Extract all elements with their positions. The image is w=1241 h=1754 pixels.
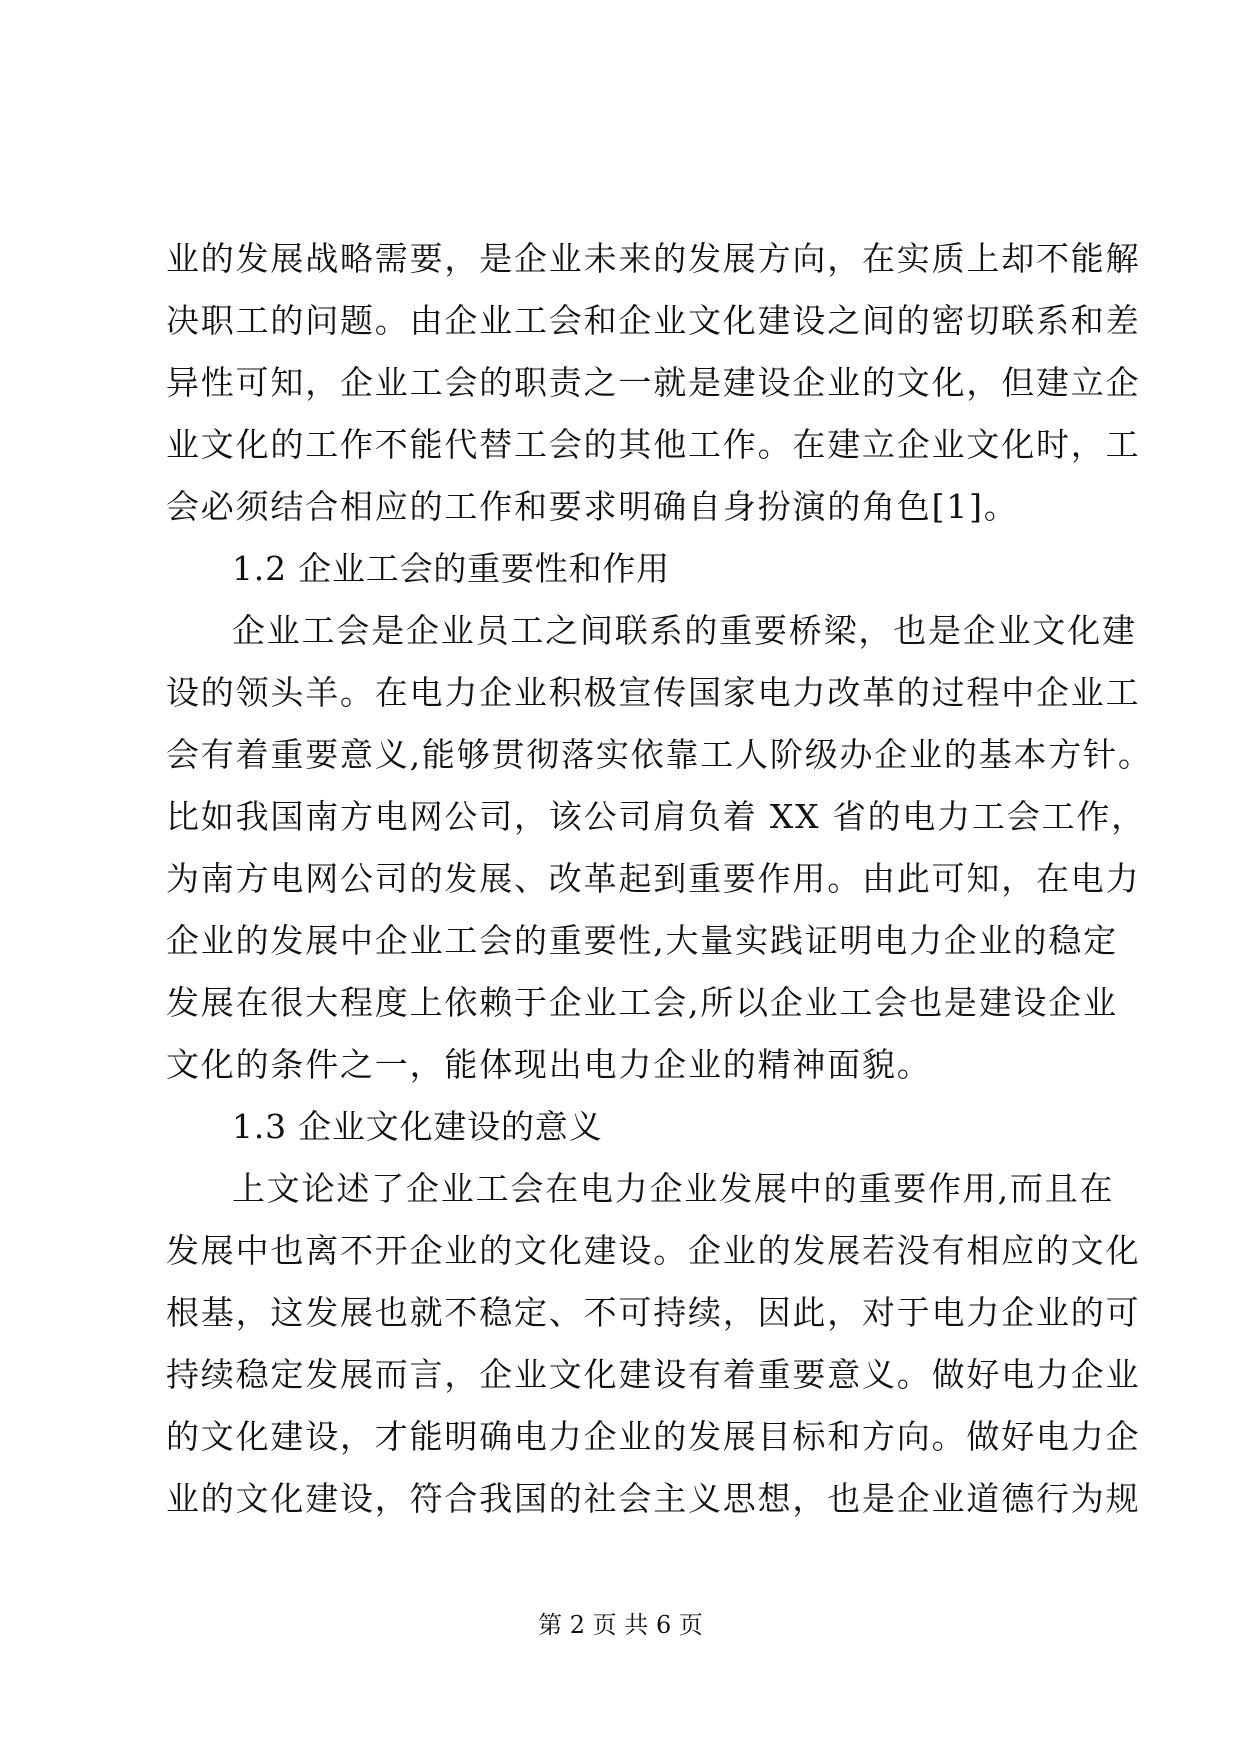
text-line: 根基，这发展也就不稳定、不可持续，因此，对于电力企业的可 (166, 1293, 1141, 1332)
text-line: 的文化建设，才能明确电力企业的发展目标和方向。做好电力企 (166, 1417, 1141, 1456)
text-line: 持续稳定发展而言，企业文化建设有着重要意义。做好电力企业 (166, 1355, 1141, 1394)
text-line: 文化的条件之一，能体现出电力企业的精神面貌。 (166, 1045, 932, 1084)
text-line: 业的发展战略需要，是企业未来的发展方向，在实质上却不能解 (166, 239, 1141, 278)
text-line: 为南方电网公司的发展、改革起到重要作用。由此可知，在电力 (166, 859, 1141, 898)
text-line: 业的文化建设，符合我国的社会主义思想，也是企业道德行为规 (166, 1479, 1141, 1518)
page-number-footer: 第 2 页 共 6 页 (538, 1611, 703, 1639)
text-line: 设的领头羊。在电力企业积极宣传国家电力改革的过程中企业工 (166, 673, 1141, 712)
text-line: 比如我国南方电网公司，该公司肩负着 XX 省的电力工会工作， (166, 797, 1146, 836)
text-line: 会有着重要意义,能够贯彻落实依靠工人阶级办企业的基本方针。 (166, 735, 1153, 774)
text-line: 会必须结合相应的工作和要求明确自身扮演的角色[1]。 (166, 487, 1019, 526)
text-line: 发展中也离不开企业的文化建设。企业的发展若没有相应的文化 (166, 1231, 1141, 1270)
document-body (166, 228, 1153, 1530)
text-line: 企业的发展中企业工会的重要性,大量实践证明电力企业的稳定 (166, 921, 1118, 960)
text-line: 业文化的工作不能代替工会的其他工作。在建立企业文化时，工 (166, 425, 1141, 464)
text-line: 决职工的问题。由企业工会和企业文化建设之间的密切联系和差 (166, 301, 1141, 340)
text-line: 发展在很大程度上依赖于企业工会,所以企业工会也是建设企业 (166, 983, 1118, 1022)
text-line: 异性可知，企业工会的职责之一就是建设企业的文化，但建立企 (166, 363, 1141, 402)
section-heading-1-3: 1.3 企业文化建设的意义 (232, 1107, 603, 1146)
paragraph-first-line: 企业工会是企业员工之间联系的重要桥梁，也是企业文化建 (232, 611, 1137, 650)
section-heading-1-2: 1.2 企业工会的重要性和作用 (232, 549, 670, 588)
paragraph-first-line: 上文论述了企业工会在电力企业发展中的重要作用,而且在 (232, 1169, 1115, 1208)
